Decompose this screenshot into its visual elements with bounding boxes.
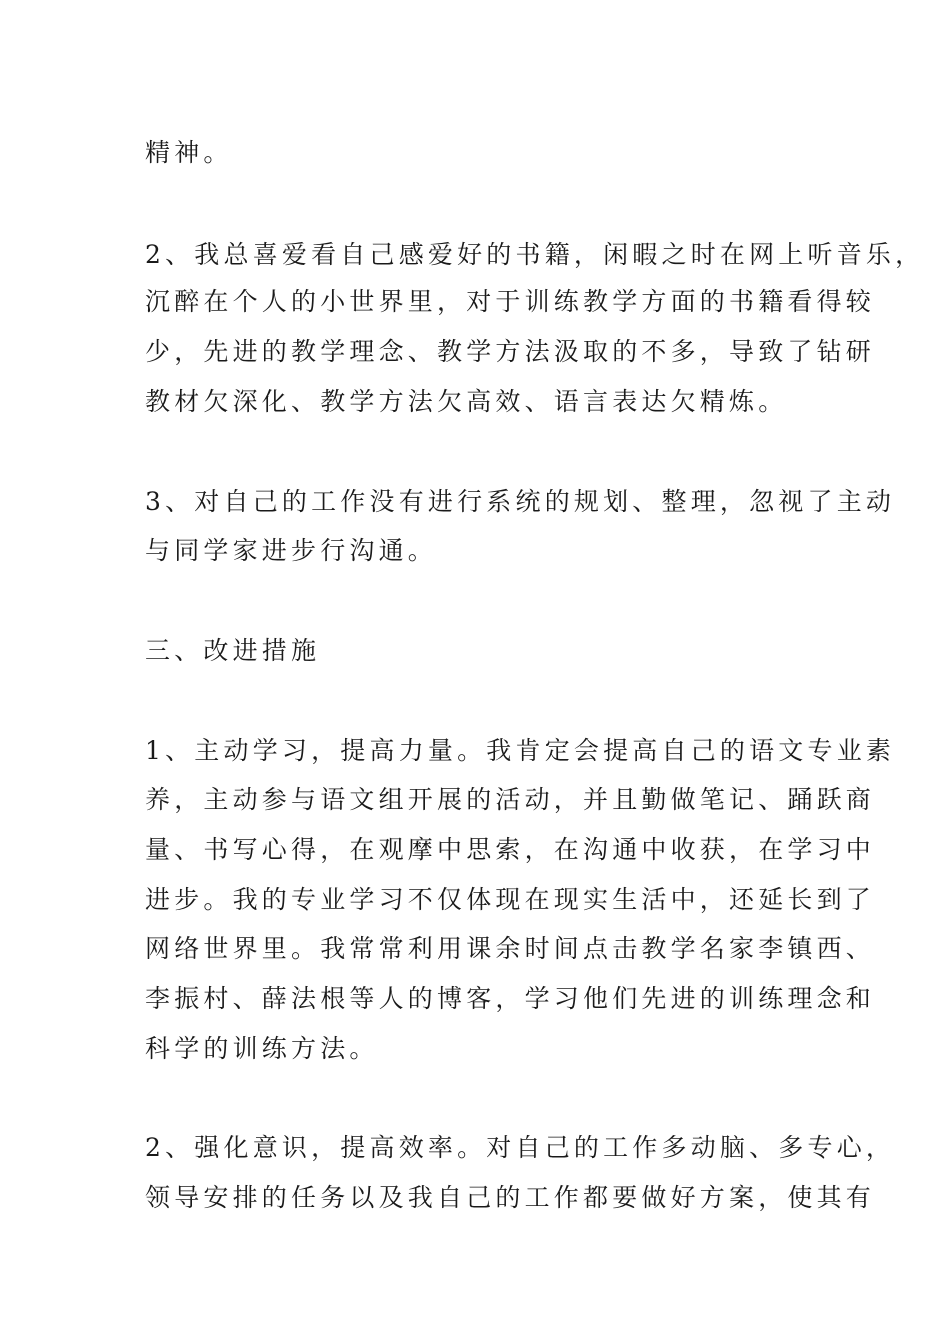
text-line: 沉醉在个人的小世界里，对于训练教学方面的书籍看得较 xyxy=(145,287,876,316)
text-line: 精神。 xyxy=(145,138,233,167)
text-line: 3、对自己的工作没有进行系统的规划、整理，忽视了主动 xyxy=(145,487,896,516)
text-line: 量、书写心得，在观摩中思索，在沟通中收获，在学习中 xyxy=(145,835,876,864)
text-line: 科学的训练方法。 xyxy=(145,1034,379,1063)
text-line: 进步。我的专业学习不仅体现在现实生活中，还延长到了 xyxy=(145,885,876,914)
text-line: 网络世界里。我常常利用课余时间点击教学名家李镇西、 xyxy=(145,934,876,963)
section-heading: 三、改进措施 xyxy=(145,636,321,665)
text-line: 养，主动参与语文组开展的活动，并且勤做笔记、踊跃商 xyxy=(145,785,876,814)
text-line: 李振村、薛法根等人的博客，学习他们先进的训练理念和 xyxy=(145,984,876,1013)
text-line: 与同学家进步行沟通。 xyxy=(145,536,438,565)
text-line: 2、我总喜爱看自己感爱好的书籍，闲暇之时在网上听音乐， xyxy=(145,240,925,269)
text-line: 少，先进的教学理念、教学方法汲取的不多，导致了钻研 xyxy=(145,337,876,366)
text-line: 1、主动学习，提高力量。我肯定会提高自己的语文专业素 xyxy=(145,736,896,765)
text-line: 教材欠深化、教学方法欠高效、语言表达欠精炼。 xyxy=(145,387,788,416)
text-line: 2、强化意识，提高效率。对自己的工作多动脑、多专心， xyxy=(145,1133,896,1162)
text-line: 领导安排的任务以及我自己的工作都要做好方案，使其有 xyxy=(145,1183,876,1212)
